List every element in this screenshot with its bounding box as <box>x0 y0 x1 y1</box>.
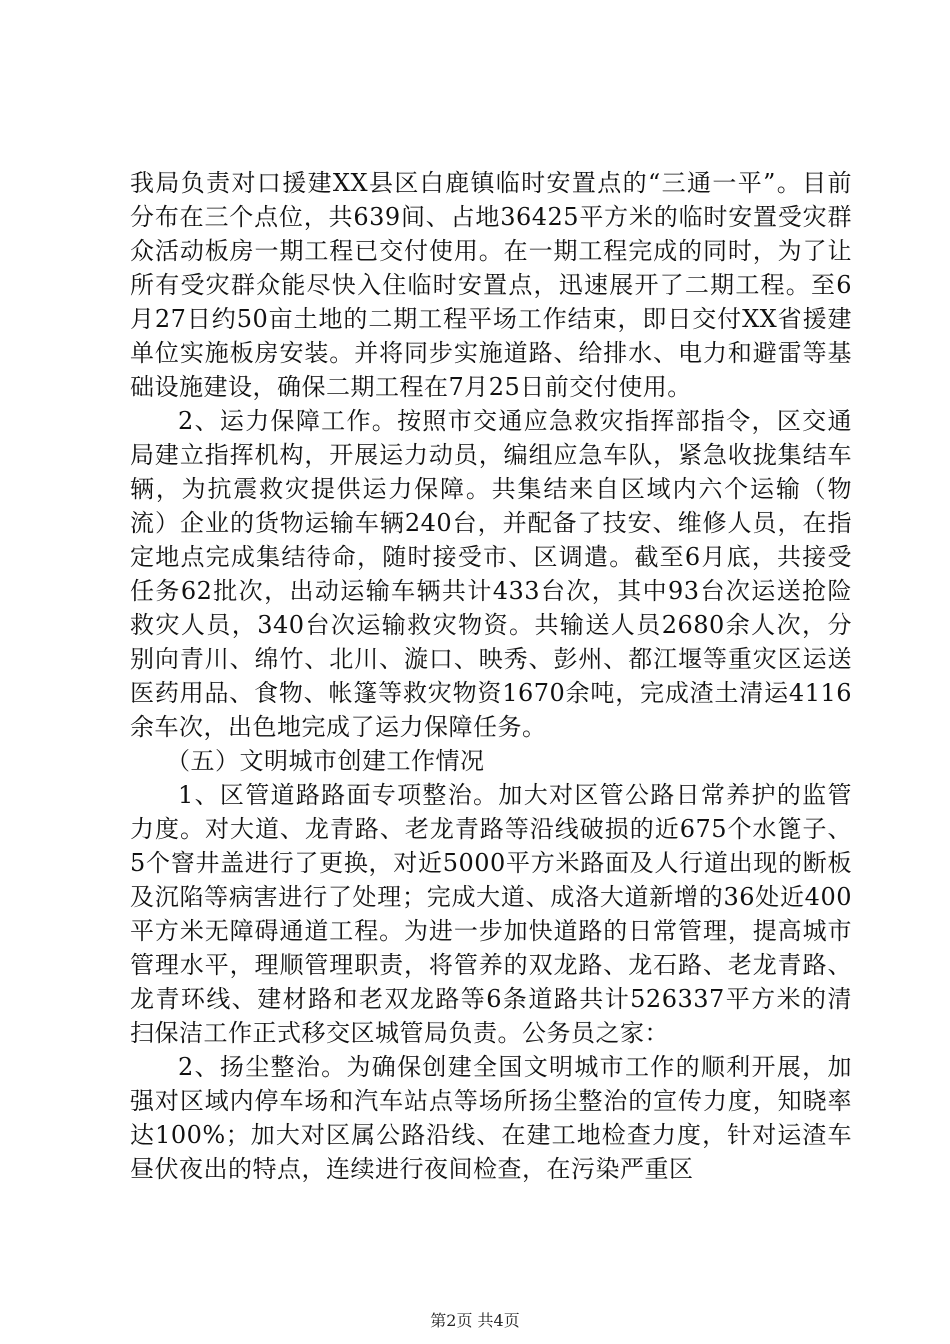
section-heading: （五）文明城市创建工作情况 <box>166 747 485 775</box>
paragraph-4: 2、扬尘整治。为确保创建全国文明城市工作的顺利开展，加强对区域内停车场和汽车站点等场所扬尘整治的宣传力度，知晓率达100%；加大对区属公路沿线、在建工地检查力度，针对运渣车昼伏夜出的特点，连续进行夜间检查，在污染严重区 <box>130 1053 852 1183</box>
paragraph-2: 2、运力保障工作。按照市交通应急救灾指挥部指令，区交通局建立指挥机构，开展运力动员，编组应急车队，紧急收拢集结车辆，为抗震救灾提供运力保障。共集结来自区域内六个运输（物流）企业的货物运输车辆240台，并配备了技安、维修人员，在指定地点完成集结待命，随时接受市、区调遣。截至6月底，共接受任务62批次，出动运输车辆共计433台次，其中93台次运送抢险救灾人员，340台次运输救灾物资。共输送人员2680余人次，分别向青川、绵竹、北川、漩口、映秀、彭州、都江堰等重灾区运送医药用品、食物、帐篷等救灾物资1670余吨，完成渣土清运4116余车次，出色地完成了运力保障任务。 <box>130 407 852 741</box>
document-body <box>130 166 852 1186</box>
paragraph-3: 1、区管道路路面专项整治。加大对区管公路日常养护的监管力度。对大道、龙青路、老龙青路等沿线破损的近675个水篦子、5个窨井盖进行了更换，对近5000平方米路面及人行道出现的断板及沉陷等病害进行了处理；完成大道、成洛大道新增的36处近400平方米无障碍通道工程。为进一步加快道路的日常管理，提高城市管理水平，理顺管理职责，将管养的双龙路、龙石路、老龙青路、龙青环线、建材路和老双龙路等6条道路共计526337平方米的清扫保洁工作正式移交区城管局负责。公务员之家： <box>130 781 852 1047</box>
page-footer: 第2页 共4页 <box>430 1311 520 1330</box>
paragraph-1: 我局负责对口援建XX县区白鹿镇临时安置点的“三通一平”。目前分布在三个点位，共639间、占地36425平方米的临时安置受灾群众活动板房一期工程已交付使用。在一期工程完成的同时，为了让所有受灾群众能尽快入住临时安置点，迅速展开了二期工程。至6月27日约50亩土地的二期工程平场工作结束，即日交付XX省援建单位实施板房安装。并将同步实施道路、给排水、电力和避雷等基础设施建设，确保二期工程在7月25日前交付使用。 <box>130 169 852 401</box>
